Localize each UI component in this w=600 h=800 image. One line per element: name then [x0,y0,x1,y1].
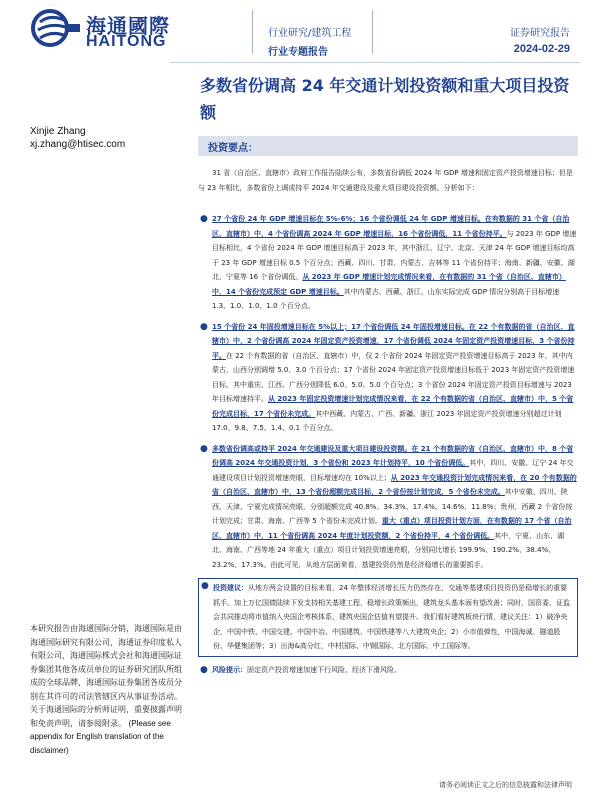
header-rule [170,62,580,63]
key-point-highlight: 多数省份调高或持平 2024 年交通建设及重大项目建设投资额。在 21 个有数据的省（自治区、直辖市）中，8 个省份调高 2024 年交通投资计划，3 个省份和 2023 年计划持平，10 个省份调低。 [212,444,574,467]
disclaimer-en: (Please see appendix for English translation of the disclaimer) [30,718,171,755]
key-point-highlight: 15 个省份 24 年固投增速目标在 5%以上；17 个省份调低 24 年固投增速目标。在 22 个有数据的省（自治区、直辖市）中，2 个省份调高 2024 年固定资产投资增速，17 个省份调低 2024 年固定资产投资增速目标，3 个省份持平。 [212,322,575,360]
haitong-logo-icon [30,8,82,48]
key-point-text: 其中，四川、安徽、辽宁 24 年交通建设项目计划投资增速亮眼，目标增速均在 10%以上； [212,459,574,482]
disclaimer-cn: 本研究报告由海通国际分销，海通国际是由海通国际研究有限公司，海通证券印度私人有限公司，海通国际株式会社和海通国际证券集团其他各成员单位的证券研究团队所组成的全球品牌，海通国际证券集团各成员分别在其许可的司法管辖区内从事证券活动。关于海通国际的分析师证明，重要披露声明和免责声明，请参阅附录。 [30,624,182,728]
header-divider [252,10,253,54]
bullet-icon: ● [200,664,208,675]
brand-name-en: HAITONG [86,33,167,50]
key-point-text: 与 2023 年 GDP 增速目标相比，4 个省份 2024 年 GDP 增速目标高于 2023 年，其中浙江、辽宁、北京、天津 24 年 GDP 增速目标均高于 23 年 GDP 增速目标 0.5 个百分点；西藏、四川、甘肃、内蒙古、吉林等 11 个省份持平；海南、新疆、安徽、湖北、宁夏等 16 个省份调低。 [212,229,577,281]
recommendation-label: 投资建议： [213,584,248,592]
intro-paragraph: 31 省（自治区、直辖市）政府工作报告陆续公布，多数省份调低 2024 年 GDP 增速和固定资产投资增速目标；但是与 23 年相比，多数省份上调或持平 2024 年交通建设及重大项目建设投资额。分析如下： [198,169,573,192]
author-block [30,125,125,151]
bullet-icon: ● [201,581,209,591]
key-point-highlight: 重大（重点）项目投资计划方面，在有数据的 17 个省（自治区、直辖市）中，11 个省份调高 2024 年度计划投资额，2 个省份持平，4 个省份调低。 [212,517,572,540]
risk-text: 固定资产投资增速加速下行风险、经济下滑风险。 [247,665,401,674]
footer-notice: 请务必阅读正文之后的信息披露和法律声明 [439,781,572,789]
brand-name-cn: 海通國際 [86,14,170,38]
bullet-icon: ● [200,321,208,332]
investment-recommendation [198,578,578,657]
bullet-icon: ● [200,214,208,224]
author-email[interactable]: xj.zhang@htisec.com [30,139,126,150]
key-point-text: 在 22 个有数据的省（自治区、直辖市）中，仅 2 个省份 2024 年固定资产投资增速目标高于 2023 年，其中内蒙古、山西分别调增 5.0、3.0 个百分点；17 个省份 2024 年固定资产投资增速目标低于 2023 年固定资产投资增速目标，其中重庆、江西、广西分别降低 6.0、5.0、5.0 个百分点；3 个省份 2024 年固定资产投资目标增速与 2023 年目标增速持平。 [212,351,575,403]
report-category: 行业研究/建筑工程 [268,28,352,39]
key-point-highlight: 从 2023 年固定投资增速计划完成情况来看，在 22 个有数据的省（自治区、直辖市）中，5 个省份完成目标，17 个省份未完成。 [212,395,574,418]
report-date: 2024-02-29 [513,43,570,55]
report-series: 证券研究报告 [510,28,570,39]
key-point-gdp [198,212,578,314]
key-point-highlight: 27 个省份 24 年 GDP 增速目标在 5%-6%；16 个省份调低 24 年 GDP 增速目标。在有数据的 31 个省（自治区、直辖市）中，4 个省份调高 2024 年 GDP 增速目标，16 个省份调低，11 个省份持平。 [212,215,570,238]
report-title: 多数省份调高 24 年交通计划投资额和重大项目投资额 [200,76,570,122]
bullet-icon: ● [200,443,208,454]
risk-label: 风险提示： [212,665,247,674]
key-point-highlight: 从 2023 年交通投资计划完成情况来看，在 20 个有数据的省（自治区、直辖市）中，13 个省份超额完成目标，2 个省份按计划完成，5 个省份未完成。 [212,473,577,496]
key-point-text: 其中西藏、内蒙古、广西、新疆、浙江 2023 年固定资产投资增速分别超过计划 17.0、9.8、7.5、1.4、0.1 个百分点。 [212,409,562,432]
header-divider [372,10,373,54]
intro-paragraph-wrap [198,166,576,200]
key-point-highlight: 从 2023 年 GDP 增速计划完成情况来看，在有数据的 31 个省（自治区、直辖市）中，14 个省份完成预定 GDP 增速目标。 [212,273,566,296]
summary-heading-bar [198,136,578,156]
distribution-disclaimer [30,622,185,757]
key-point-text: 其中内蒙古、西藏、浙江、山东实际完成 GDP 情况分别高于目标增速 1.3、1.0、1.0、1.0 个百分点。 [212,287,560,310]
key-point-fixed-investment [198,320,578,436]
key-point-text: 其中，宁夏、山东、湖北、海南、广西等地 24 年重大（重点）项目计划投资增速亮眼，分别同比增长 199.9%、190.2%、38.4%、23.2%、17.3%。由此可见，从地方层面来看，基建投资仍然是经济稳增长的重要抓手。 [212,531,565,569]
risk-warning [198,663,578,678]
key-point-text: 其中安徽、四川、陕西、天津、宁夏完成情况亮眼，分别超额完成 40.8%、34.3%、17.4%、14.6%、11.8%；贵州、西藏 2 个省份按计划完成；甘肃、海南、广西等 5 个省份未完成计划。 [212,488,573,525]
report-header [0,0,600,60]
recommendation-text: 从地方两会设置的目标来看，24 年整体经济增长压力仍然存在，交通等基建项目投资仍是稳增长的重要抓手。加上万亿国债陆续下发支持相关基建工程，稳增长政策频出，建筑龙头基本面有望改善；同时，国资委、证监会共同推动将市值纳入央国企考核体系，建筑央国企估值有望提升。我们看好建筑板块行情，建议关注：1）破净央企，中国中铁、中国交建、中国中冶、中国建筑、中国铁建等八大建筑央企；2）小市值弹性，中国海诚、隧道股份、华健集团等；3）出海&高分红，中材国际、中钢国际、北方国际、中工国际等。 [213,584,570,650]
key-point-transport-investment [198,442,578,573]
key-points-list [198,212,578,683]
report-type: 行业专题报告 [268,47,328,58]
summary-heading: 投资要点： [208,143,258,154]
author-name: Xinjie Zhang [30,126,86,137]
